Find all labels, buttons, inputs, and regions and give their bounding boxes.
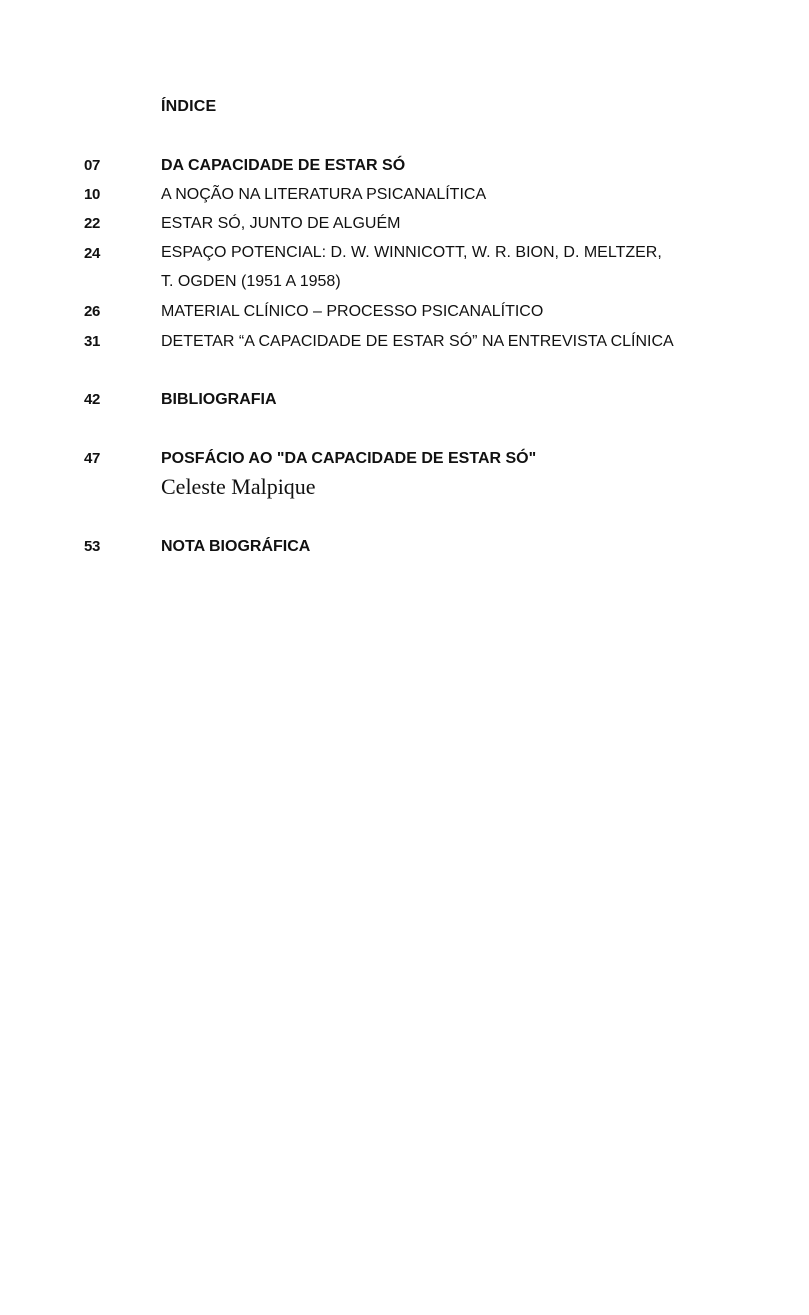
toc-page-number: 10 — [84, 186, 101, 203]
toc-entry-title: NOTA BIOGRÁFICA — [161, 538, 311, 555]
toc-page-number: 26 — [84, 303, 101, 320]
toc-page-number: 31 — [84, 333, 101, 350]
toc-page-number: 53 — [84, 538, 101, 555]
toc-page-number: 24 — [84, 245, 101, 262]
toc-entry-title-block — [161, 238, 662, 296]
toc-entry-title: ESPAÇO POTENCIAL: D. W. WINNICOTT, W. R. BION, D. MELTZER, — [161, 244, 662, 261]
toc-heading: ÍNDICE — [161, 98, 217, 115]
toc-entry-title: DETETAR “A CAPACIDADE DE ESTAR SÓ” NA ENTREVISTA CLÍNICA — [161, 333, 674, 350]
toc-page-number: 47 — [84, 450, 101, 467]
toc-entry-title: MATERIAL CLÍNICO – PROCESSO PSICANALÍTICO — [161, 303, 544, 320]
toc-page-number: 07 — [84, 157, 101, 174]
toc-entry-title: DA CAPACIDADE DE ESTAR SÓ — [161, 157, 406, 174]
toc-entry-title: BIBLIOGRAFIA — [161, 391, 277, 408]
toc-page-number: 42 — [84, 391, 101, 408]
toc-page-number: 22 — [84, 215, 101, 232]
toc-entry-title: ESTAR SÓ, JUNTO DE ALGUÉM — [161, 215, 401, 232]
toc-entry-title-continuation: T. OGDEN (1951 A 1958) — [161, 273, 341, 290]
toc-entry-title: POSFÁCIO AO "DA CAPACIDADE DE ESTAR SÓ" — [161, 450, 537, 467]
toc-entry-title: A NOÇÃO NA LITERATURA PSICANALÍTICA — [161, 186, 487, 203]
toc-entry-author: Celeste Malpique — [161, 474, 316, 499]
